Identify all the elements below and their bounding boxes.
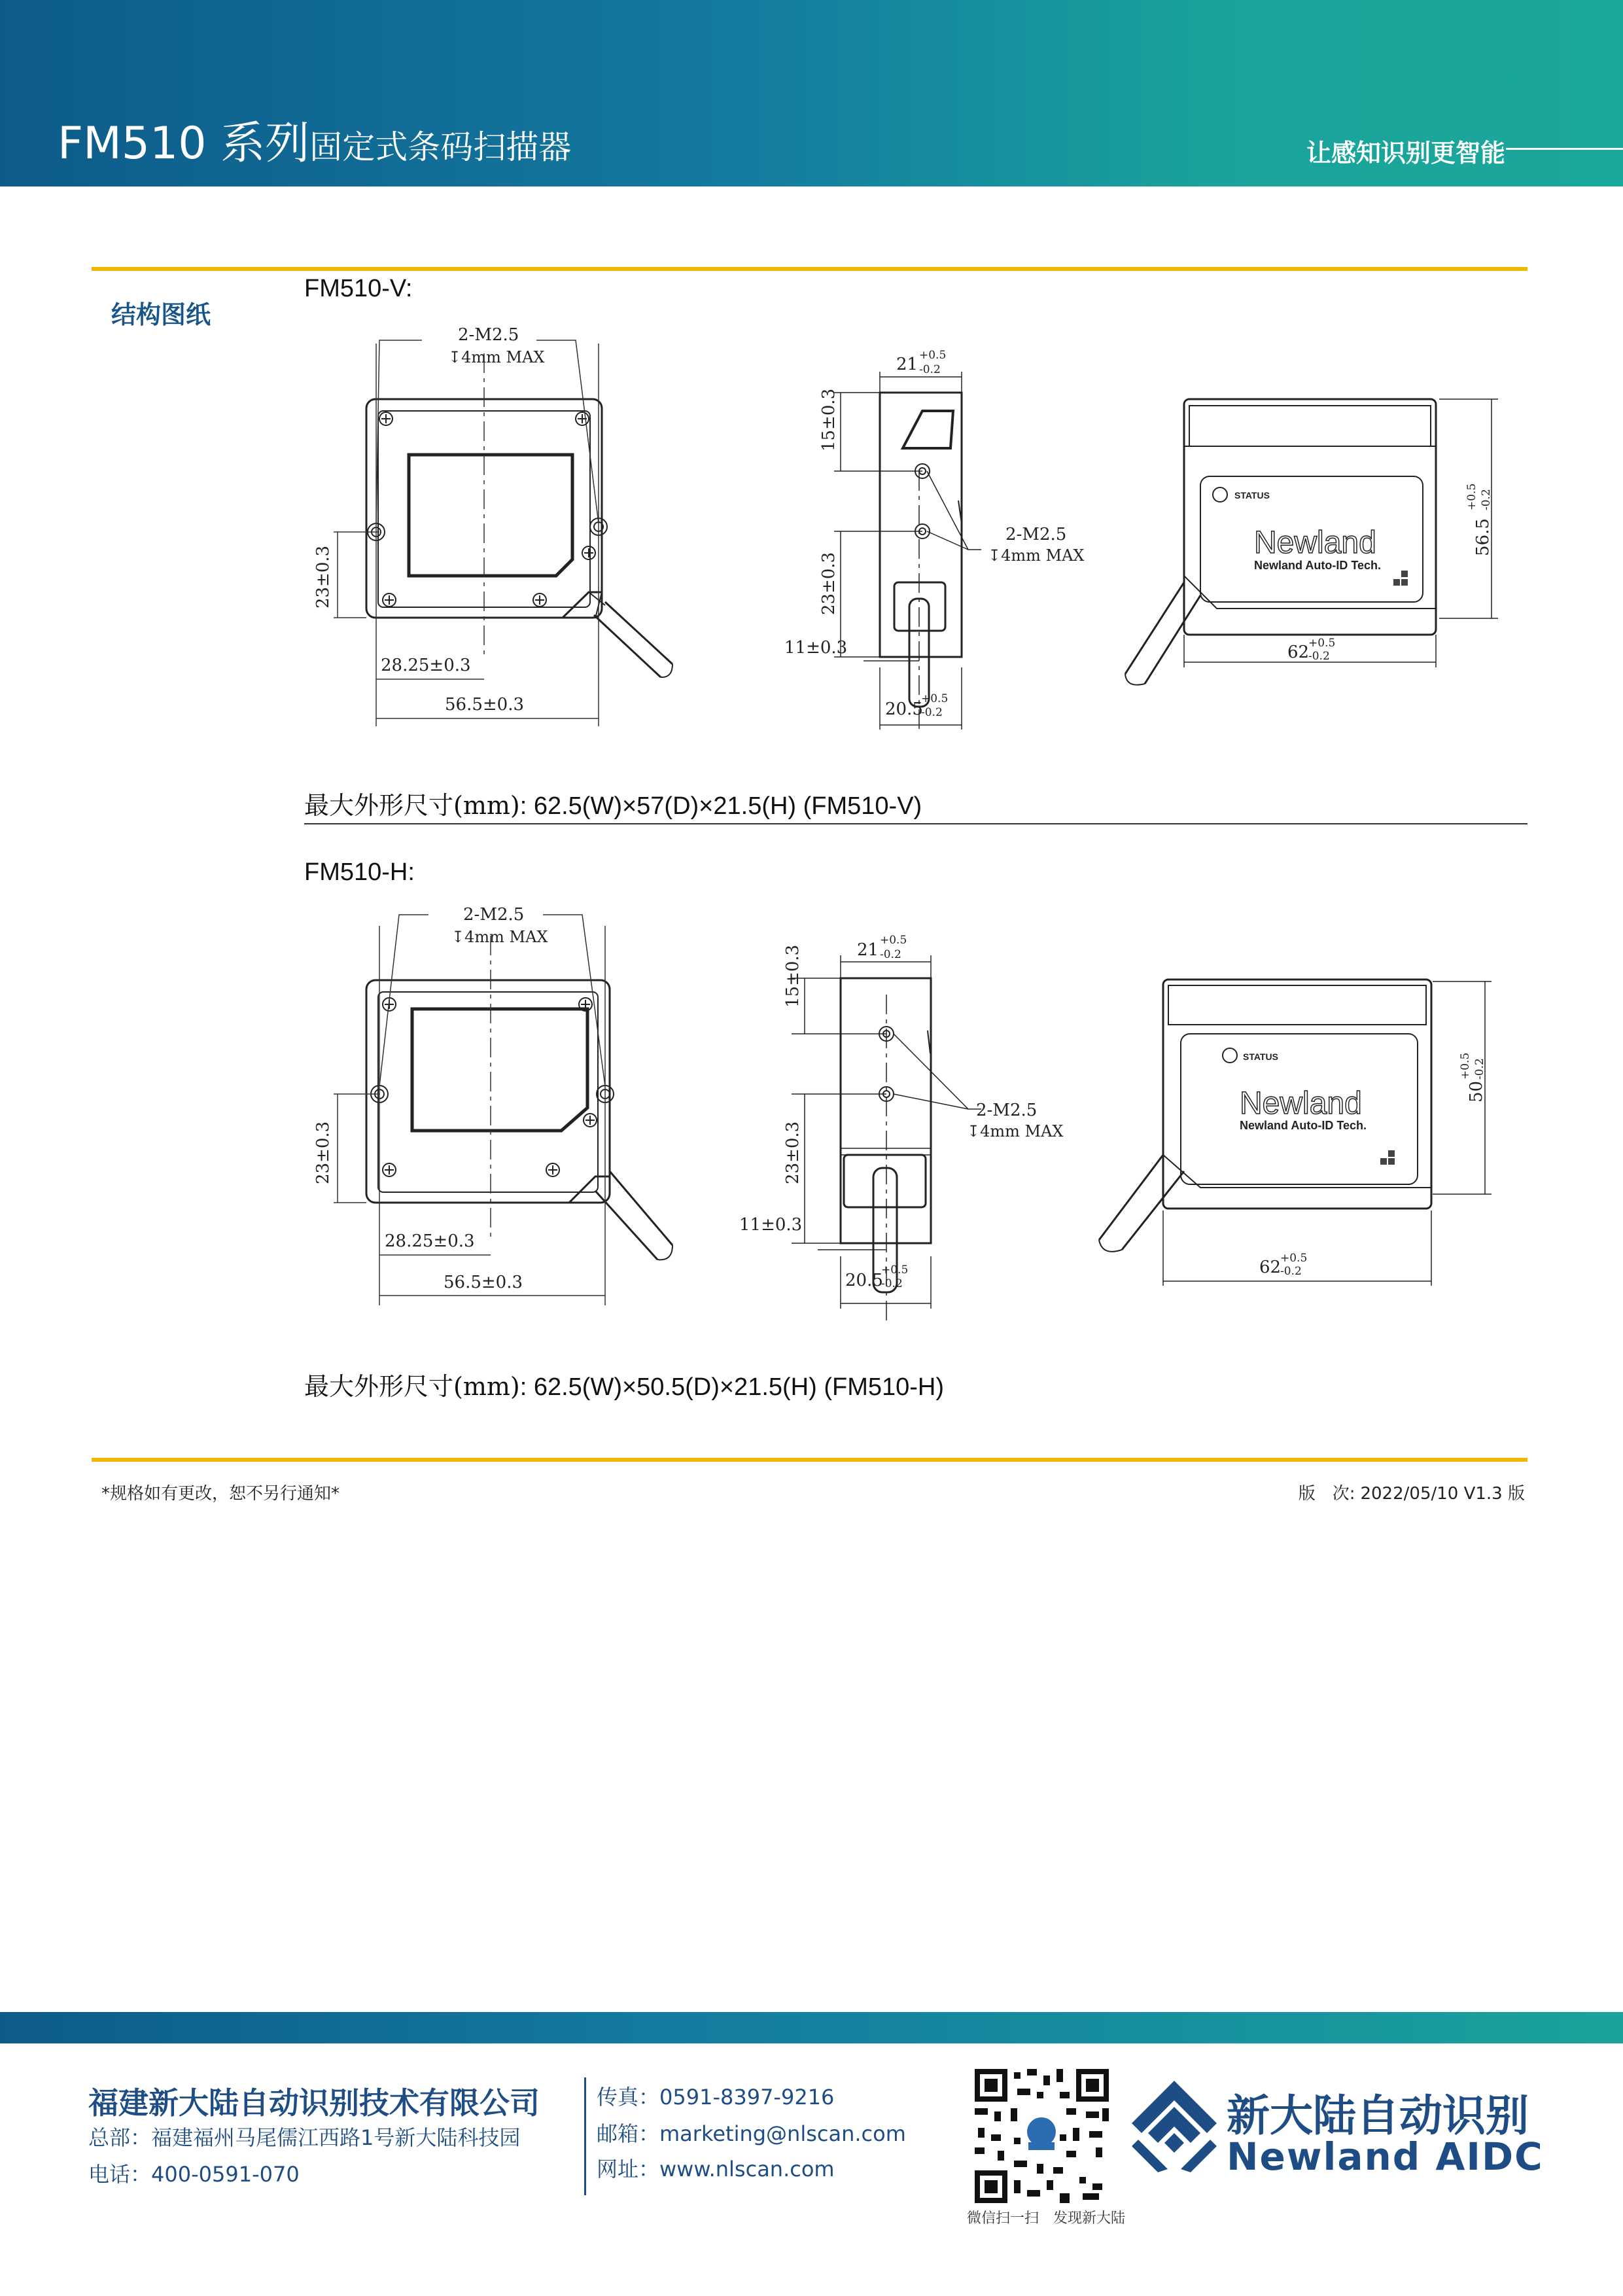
footer-band <box>0 2012 1623 2043</box>
h-side-upper: 15±0.3 <box>783 944 803 1008</box>
v-side-lower: 23±0.3 <box>819 552 839 615</box>
svg-text:-0.2: -0.2 <box>1473 1058 1486 1080</box>
h-side-bottom: 20.5 <box>845 1271 883 1290</box>
wechat-qr-code[interactable] <box>975 2069 1109 2203</box>
brand-name-en: Newland AIDC <box>1227 2134 1544 2179</box>
max-dims-v-value: : 62.5(W)×57(D)×21.5(H) (FM510-V) <box>519 792 922 820</box>
model-label-h: FM510-H: <box>304 858 415 886</box>
svg-text:-0.2: -0.2 <box>919 363 941 376</box>
h-brand-sub: Newland Auto-ID Tech. <box>1240 1119 1367 1132</box>
h-side-callout: 2-M2.5 <box>976 1101 1038 1120</box>
svg-text:+0.5: +0.5 <box>1308 637 1336 650</box>
v-front-offset: 28.25±0.3 <box>381 656 471 675</box>
website-link[interactable]: 网址：www.nlscan.com <box>597 2157 835 2181</box>
h-front-height: 23±0.3 <box>313 1121 333 1184</box>
v-mount-callout: 2-M2.5 <box>458 325 519 345</box>
v-side-cable: 11±0.3 <box>784 638 848 658</box>
version-label: 版 次: <box>1298 1484 1355 1504</box>
v-side-depth: ↧4mm MAX <box>988 546 1085 565</box>
max-dims-v-label: 最大外形尺寸(mm) <box>304 791 520 820</box>
v-front-height: 23±0.3 <box>313 545 333 609</box>
v-iso-width: 62 <box>1287 643 1310 662</box>
drawing-h-front <box>314 896 680 1315</box>
phone: 电话：400-0591-070 <box>88 2162 300 2187</box>
slogan: 让感知识别更智能 <box>1306 139 1505 168</box>
v-side-top: 21 <box>896 355 918 374</box>
footer-divider <box>584 2077 586 2195</box>
brand-name-cn: 新大陆自动识别 <box>1227 2091 1529 2141</box>
v-brand: Newland <box>1254 525 1376 560</box>
h-status-label: STATUS <box>1243 1051 1278 1062</box>
h-side-top: 21 <box>857 940 879 960</box>
svg-text:-0.2: -0.2 <box>1280 1265 1302 1278</box>
v-side-upper: 15±0.3 <box>819 388 839 451</box>
max-dims-h-value: : 62.5(W)×50.5(D)×21.5(H) (FM510-H) <box>519 1373 945 1401</box>
company-name: 福建新大陆自动识别技术有限公司 <box>88 2085 540 2121</box>
hq-address: 总部：福建福州马尾儒江西路1号新大陆科技园 <box>88 2125 521 2150</box>
svg-text:-0.2: -0.2 <box>1480 489 1493 510</box>
spec-change-note: *规格如有更改，恕不另行通知* <box>101 1484 340 1504</box>
svg-text:+0.5: +0.5 <box>1280 1252 1308 1265</box>
email-link[interactable]: 邮箱：marketing@nlscan.com <box>597 2121 906 2146</box>
qr-caption: 微信扫一扫 发现新大陆 <box>967 2210 1126 2227</box>
v-side-bottom: 20.5 <box>885 699 923 719</box>
title-main: FM510 系列 <box>58 118 310 169</box>
h-mount-callout: 2-M2.5 <box>463 905 525 925</box>
h-mount-depth: ↧4mm MAX <box>451 928 548 946</box>
h-front-width: 56.5±0.3 <box>444 1273 523 1292</box>
h-side-lower: 23±0.3 <box>783 1121 803 1184</box>
model-label-v: FM510-V: <box>304 275 413 302</box>
v-mount-depth: ↧4mm MAX <box>448 348 545 366</box>
h-side-depth: ↧4mm MAX <box>967 1122 1064 1140</box>
svg-text:+0.5: +0.5 <box>880 934 907 947</box>
section-divider <box>304 823 1527 824</box>
v-iso-height: 56.5 <box>1473 518 1493 556</box>
v-brand-sub: Newland Auto-ID Tech. <box>1254 559 1382 572</box>
page-title <box>58 108 571 171</box>
slogan-line <box>1506 148 1623 150</box>
h-brand: Newland <box>1240 1086 1362 1121</box>
svg-text:+0.5: +0.5 <box>1465 483 1478 510</box>
svg-text:+0.5: +0.5 <box>881 1263 909 1277</box>
fax: 传真：0591-8397-9216 <box>597 2085 835 2110</box>
v-front-width: 56.5±0.3 <box>445 695 525 715</box>
version-value: 2022/05/10 V1.3 版 <box>1360 1484 1525 1504</box>
version-info <box>1293 1480 1525 1504</box>
svg-text:-0.2: -0.2 <box>921 706 943 719</box>
max-dims-h <box>304 1366 944 1402</box>
bottom-divider <box>92 1458 1527 1462</box>
drawing-v-side <box>782 340 1109 733</box>
svg-text:+0.5: +0.5 <box>921 692 949 705</box>
drawing-h-iso <box>1092 968 1531 1296</box>
top-divider <box>92 267 1527 271</box>
svg-text:-0.2: -0.2 <box>1308 650 1330 663</box>
svg-text:+0.5: +0.5 <box>1459 1052 1472 1080</box>
v-side-callout: 2-M2.5 <box>1005 525 1067 544</box>
drawing-v-front <box>314 314 680 733</box>
drawing-v-iso <box>1112 386 1531 694</box>
v-status-label: STATUS <box>1234 490 1270 501</box>
h-iso-width: 62 <box>1259 1258 1282 1277</box>
max-dims-v <box>304 785 922 821</box>
newland-logo-icon <box>1132 2081 1217 2172</box>
drawing-h-side <box>739 929 1106 1322</box>
section-label: 结构图纸 <box>111 300 211 329</box>
h-side-cable: 11±0.3 <box>739 1215 803 1235</box>
svg-text:+0.5: +0.5 <box>919 349 947 362</box>
h-front-offset: 28.25±0.3 <box>385 1231 475 1251</box>
max-dims-h-label: 最大外形尺寸(mm) <box>304 1372 520 1401</box>
h-iso-height: 50 <box>1467 1080 1486 1103</box>
svg-text:-0.2: -0.2 <box>881 1277 903 1290</box>
title-sub: 固定式条码扫描器 <box>309 128 572 166</box>
svg-text:-0.2: -0.2 <box>880 948 901 961</box>
